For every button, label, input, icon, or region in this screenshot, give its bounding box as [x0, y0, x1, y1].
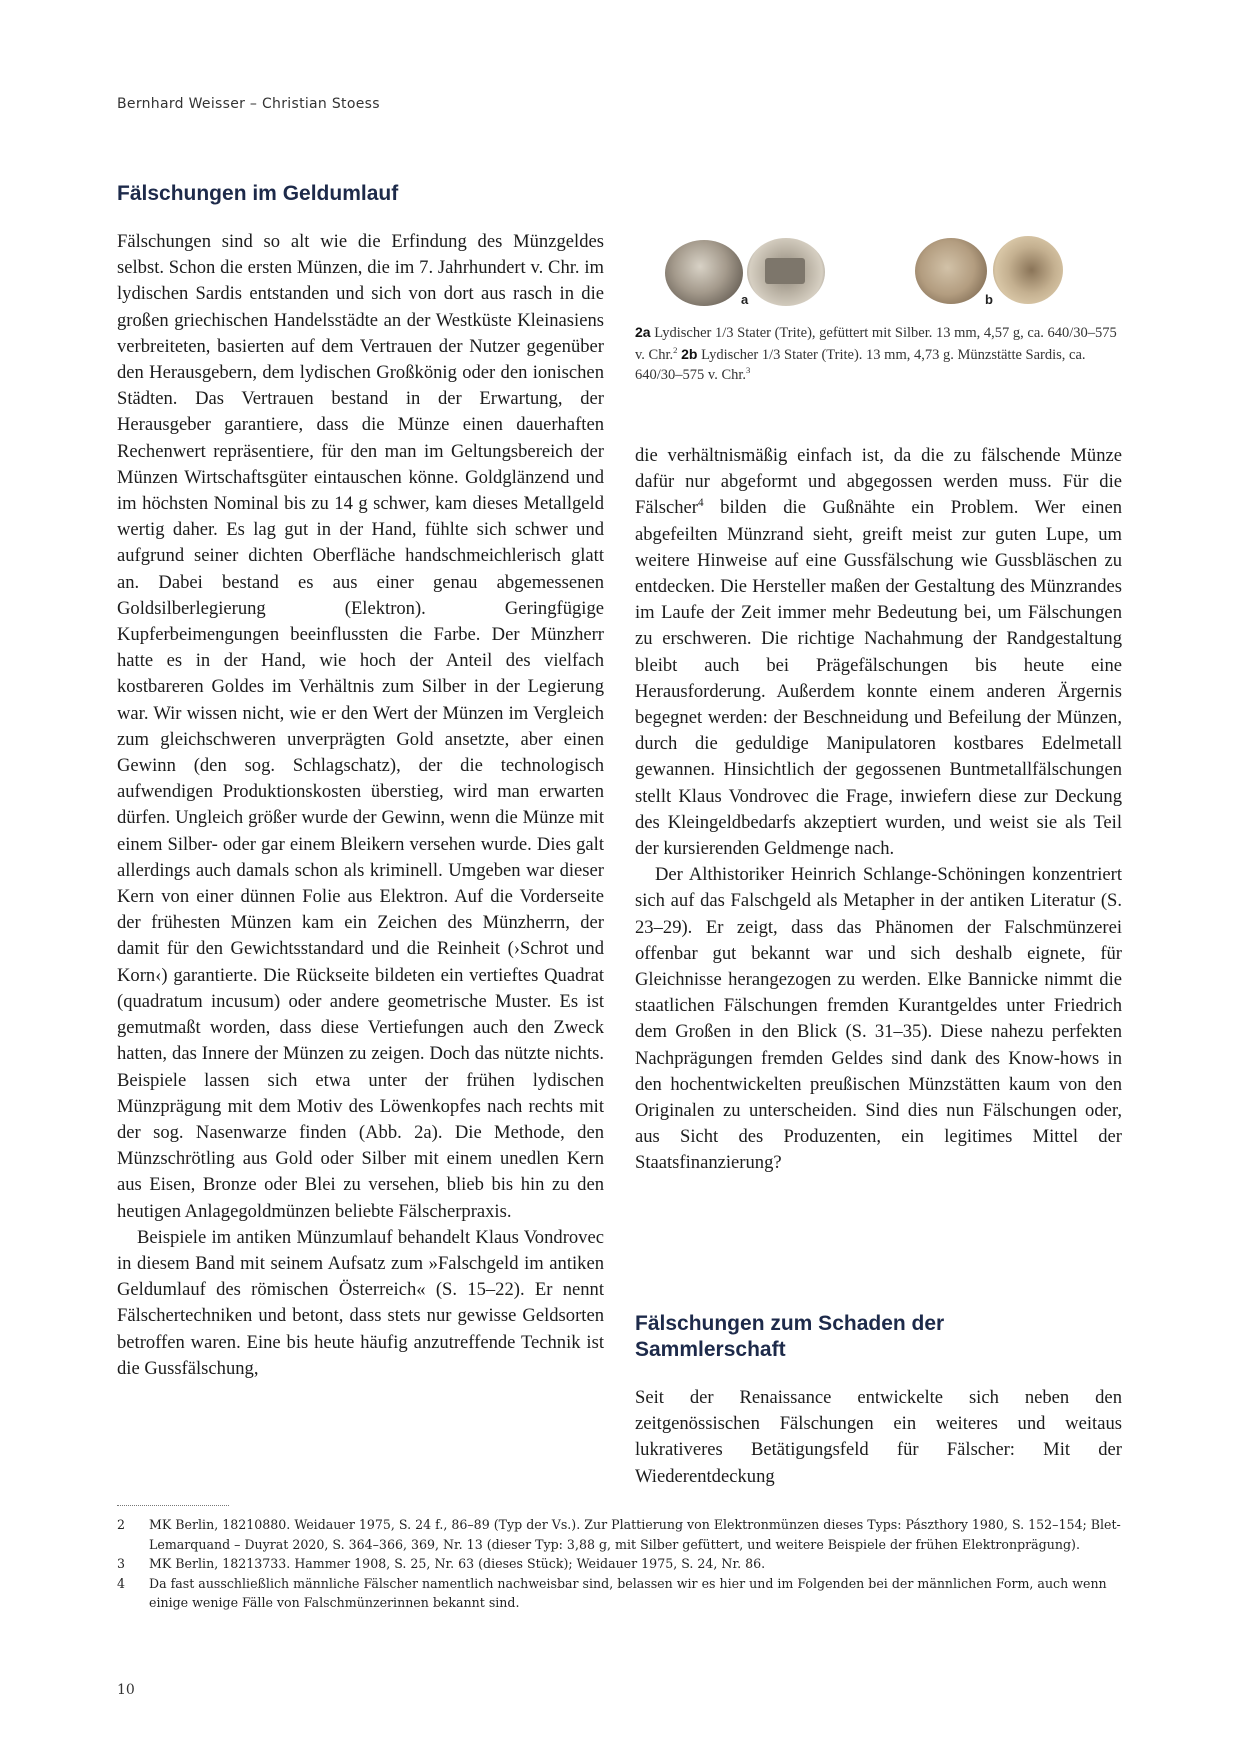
section-heading-geldumlauf: Fälschungen im Geldumlauf	[117, 182, 399, 205]
footnote-3	[117, 1554, 1127, 1574]
left-column-text	[117, 229, 604, 1382]
footnotes	[117, 1515, 1127, 1613]
paragraph: Fälschungen sind so alt wie die Erfindung des Münzgeldes selbst. Schon die ersten Münzen, die im 7. Jahrhundert v. Chr. im lydischen Sardis entstanden und sich von dort aus rasch in die großen griechischen Handelsstädte an der Westküste Kleinasiens verbreiteten, basierten auf dem Vertrauen der Nutzer gegenüber den Herausgebern, dem lydischen Großkönig oder den ionischen Städten. Das Vertrauen bestand in der Erwartung, der Herausgeber garantiere, dass die Münze einen dauerhaften Rechenwert repräsentiere, für den man im Geltungsbereich der Münzen Wirtschaftsgüter eintauschen könne. Goldglänzend und im höchsten Nominal bis zu 14 g schwer, kam dieses Metallgeld wertig daher. Es lag gut in der Hand, fühlte sich schwer und aufgrund seiner dichten Oberfläche handschmeichlerisch glatt an. Dabei bestand es aus einer genau abgemessenen Goldsilberlegierung (Elektron). Geringfügige Kupferbeimengungen beeinflussten die Farbe. Der Münzherr hatte es in der Hand, wie hoch der Anteil des vielfach kostbareren Goldes im Verhältnis zum Silber in der Legierung war. Wir wissen nicht, wie er den Wert der Münzen im Vergleich zum gleichschweren unverprägten Gold ansetzte, aber einen Gewinn (den sog. Schlagschatz), der die technologisch aufwendigen Produktionskosten überstieg, wird man erwarten dürfen. Ungleich größer wurde der Gewinn, wenn die Münze mit einem Silber- oder gar einem Bleikern versehen wurde. Dies galt allerdings auch damals schon als kriminell. Umgeben war dieser Kern von einer dünnen Folie aus Elektron. Auf die Vorderseite der frühesten Münzen kam ein Zeichen des Münzherrn, der damit für den Gewichtsstandard und die Reinheit (›Schrot und Korn‹) garantierte. Die Rückseite bildeten ein vertieftes Quadrat (quadratum incusum) oder andere geometrische Muster. Es ist gemutmaßt worden, dass diese Vertiefungen auch den Zweck hatten, das Innere der Münzen zu zeigen. Doch das nützte nichts. Beispiele lassen sich etwa unter der frühen lydischen Münzprägung mit dem Motiv des Löwenkopfes nach rechts mit der sog. Nasenwarze finden (Abb. 2a). Die Methode, den Münzschrötling aus Gold oder Silber mit einem unedlen Kern aus Eisen, Bronze oder Blei zu versehen, blieb bis hin zu den heutigen Anlagegoldmünzen beliebte Fälscherpraxis.	[117, 231, 604, 1222]
caption-number-2a: 2a	[635, 324, 651, 340]
paragraph: Seit der Renaissance entwickelte sich neben den zeitgenössischen Fälschungen ein weiteres und weitaus lukrativeres Betätigungsfeld für Fälscher: Mit der Wiederentdeckung	[635, 1387, 1122, 1487]
coin-2b-reverse-image	[993, 236, 1063, 304]
running-head-authors: Bernhard Weisser – Christian Stoess	[117, 96, 380, 112]
coin-2a-reverse-image	[747, 238, 825, 306]
section2-text	[635, 1385, 1122, 1490]
footnote-number: 2	[117, 1517, 126, 1532]
footnote-ref-2[interactable]: 2	[673, 344, 678, 355]
footnote-text: MK Berlin, 18213733. Hammer 1908, S. 25, Nr. 63 (dieses Stück); Weidauer 1975, S. 24, Nr. 86.	[149, 1556, 766, 1571]
caption-text-2a: Lydischer 1/3 Stater (Trite), gefüttert mit Silber. 13 mm, 4,57 g, ca. 640/30–575 v. Chr.	[635, 325, 1117, 363]
footnote-text: Da fast ausschließlich männliche Fälscher namentlich nachweisbar sind, belassen wir es hier und im Folgenden bei der männlichen Form, auch wenn einige wenige Fälle von Falschmünzerinnen bekannt sind.	[149, 1575, 1107, 1610]
coin-2a-obverse-image	[665, 240, 743, 306]
paragraph-text: bilden die Gußnähte ein Problem. Wer einen abgefeilten Münzrand sieht, greift meist zur guten Lupe, um weitere Hinweise auf eine Gussfälschung wie Gussbläschen zu entdecken. Die Hersteller maßen der Gestaltung des Münzrandes im Laufe der Zeit immer mehr Bedeutung bei, um Fälschungen zu erschweren. Die richtige Nachahmung der Randgestaltung bleibt auch bei Prägefälschungen bis heute eine Herausforderung. Außerdem konnte einem anderen Ärgernis begegnet werden: der Beschneidung und Befeilung der Münzen, durch die geduldige Manipulatoren kostbares Edelmetall gewannen. Hinsichtlich der gegossenen Buntmetallfälschungen stellt Klaus Vondrovec die Frage, inwiefern diese zur Deckung des Kleingeldbedarfs akzeptiert wurden, und weist sie als Teil der kursierenden Geldmenge nach.	[635, 497, 1122, 860]
footnote-separator	[117, 1505, 229, 1506]
right-column-text	[635, 443, 1122, 1177]
figure-label-a: a	[741, 292, 749, 307]
section-heading-sammlerschaft: Fälschungen zum Schaden der Sammlerschaft	[635, 1312, 945, 1361]
figure-label-b: b	[985, 292, 993, 307]
paragraph	[635, 443, 1122, 862]
coin-2b-obverse-image	[915, 238, 987, 304]
caption-text-2b: Lydischer 1/3 Stater (Trite). 13 mm, 4,73 g. Münzstätte Sardis, ca. 640/30–575 v. Chr.	[635, 346, 1086, 383]
footnote-4	[117, 1574, 1127, 1613]
footnote-number: 4	[117, 1575, 126, 1591]
paragraph: Beispiele im antiken Münzumlauf behandelt Klaus Vondrovec in diesem Band mit seinem Aufsatz zum »Falschgeld im antiken Geldumlauf des römischen Österreich« (S. 15–22). Er nennt Fälschertechniken und betont, dass stets nur gewisse Geldsorten betroffen waren. Eine bis heute häufig anzutreffende Technik ist die Gussfälschung,	[117, 1226, 604, 1379]
figure-caption	[635, 322, 1125, 386]
paragraph-text: die verhältnismäßig einfach ist, da die zu fälschende Münze dafür nur abgeformt und abgegossen werden muss. Für die Fälscher	[635, 445, 1122, 519]
footnote-ref-4[interactable]: 4	[698, 497, 704, 510]
caption-number-2b: 2b	[681, 345, 698, 362]
footnote-text: MK Berlin, 18210880. Weidauer 1975, S. 24 f., 86–89 (Typ der Vs.). Zur Plattierung von Elektronmünzen dieses Typs: Pászthory 1980, S. 152–154; Blet-Lemarquand – Duyrat 2020, S. 364–366, 369, Nr. 13 (dieser Typ: 3,88 g, mit Silber gefüttert, und weitere Beispiele der frühen Elektronprägung).	[149, 1517, 1121, 1552]
page-number: 10	[117, 1682, 135, 1698]
footnote-number: 3	[117, 1556, 126, 1571]
footnote-ref-3[interactable]: 3	[746, 365, 751, 376]
footnote-2	[117, 1515, 1127, 1554]
paragraph: Der Althistoriker Heinrich Schlange-Schöningen konzentriert sich auf das Falschgeld als Metapher in der antiken Literatur (S. 23–29). Er zeigt, dass das Phänomen der Falschmünzerei offenbar gut bekannt war und sich deshalb eignete, für Gleichnisse herangezogen zu werden. Elke Bannicke nimmt die staatlichen Fälschungen fremden Kurantgeldes unter Friedrich dem Großen in den Blick (S. 31–35). Diese nahezu perfekten Nachprägungen fremden Geldes sind dank des Know-hows in den hochentwickelten preußischen Münzstätten kaum von den Originalen zu unterscheiden. Sind dies nun Fälschungen oder, aus Sicht des Produzenten, ein legitimes Mittel der Staatsfinanzierung?	[635, 864, 1122, 1174]
coin-figure	[635, 232, 1122, 312]
